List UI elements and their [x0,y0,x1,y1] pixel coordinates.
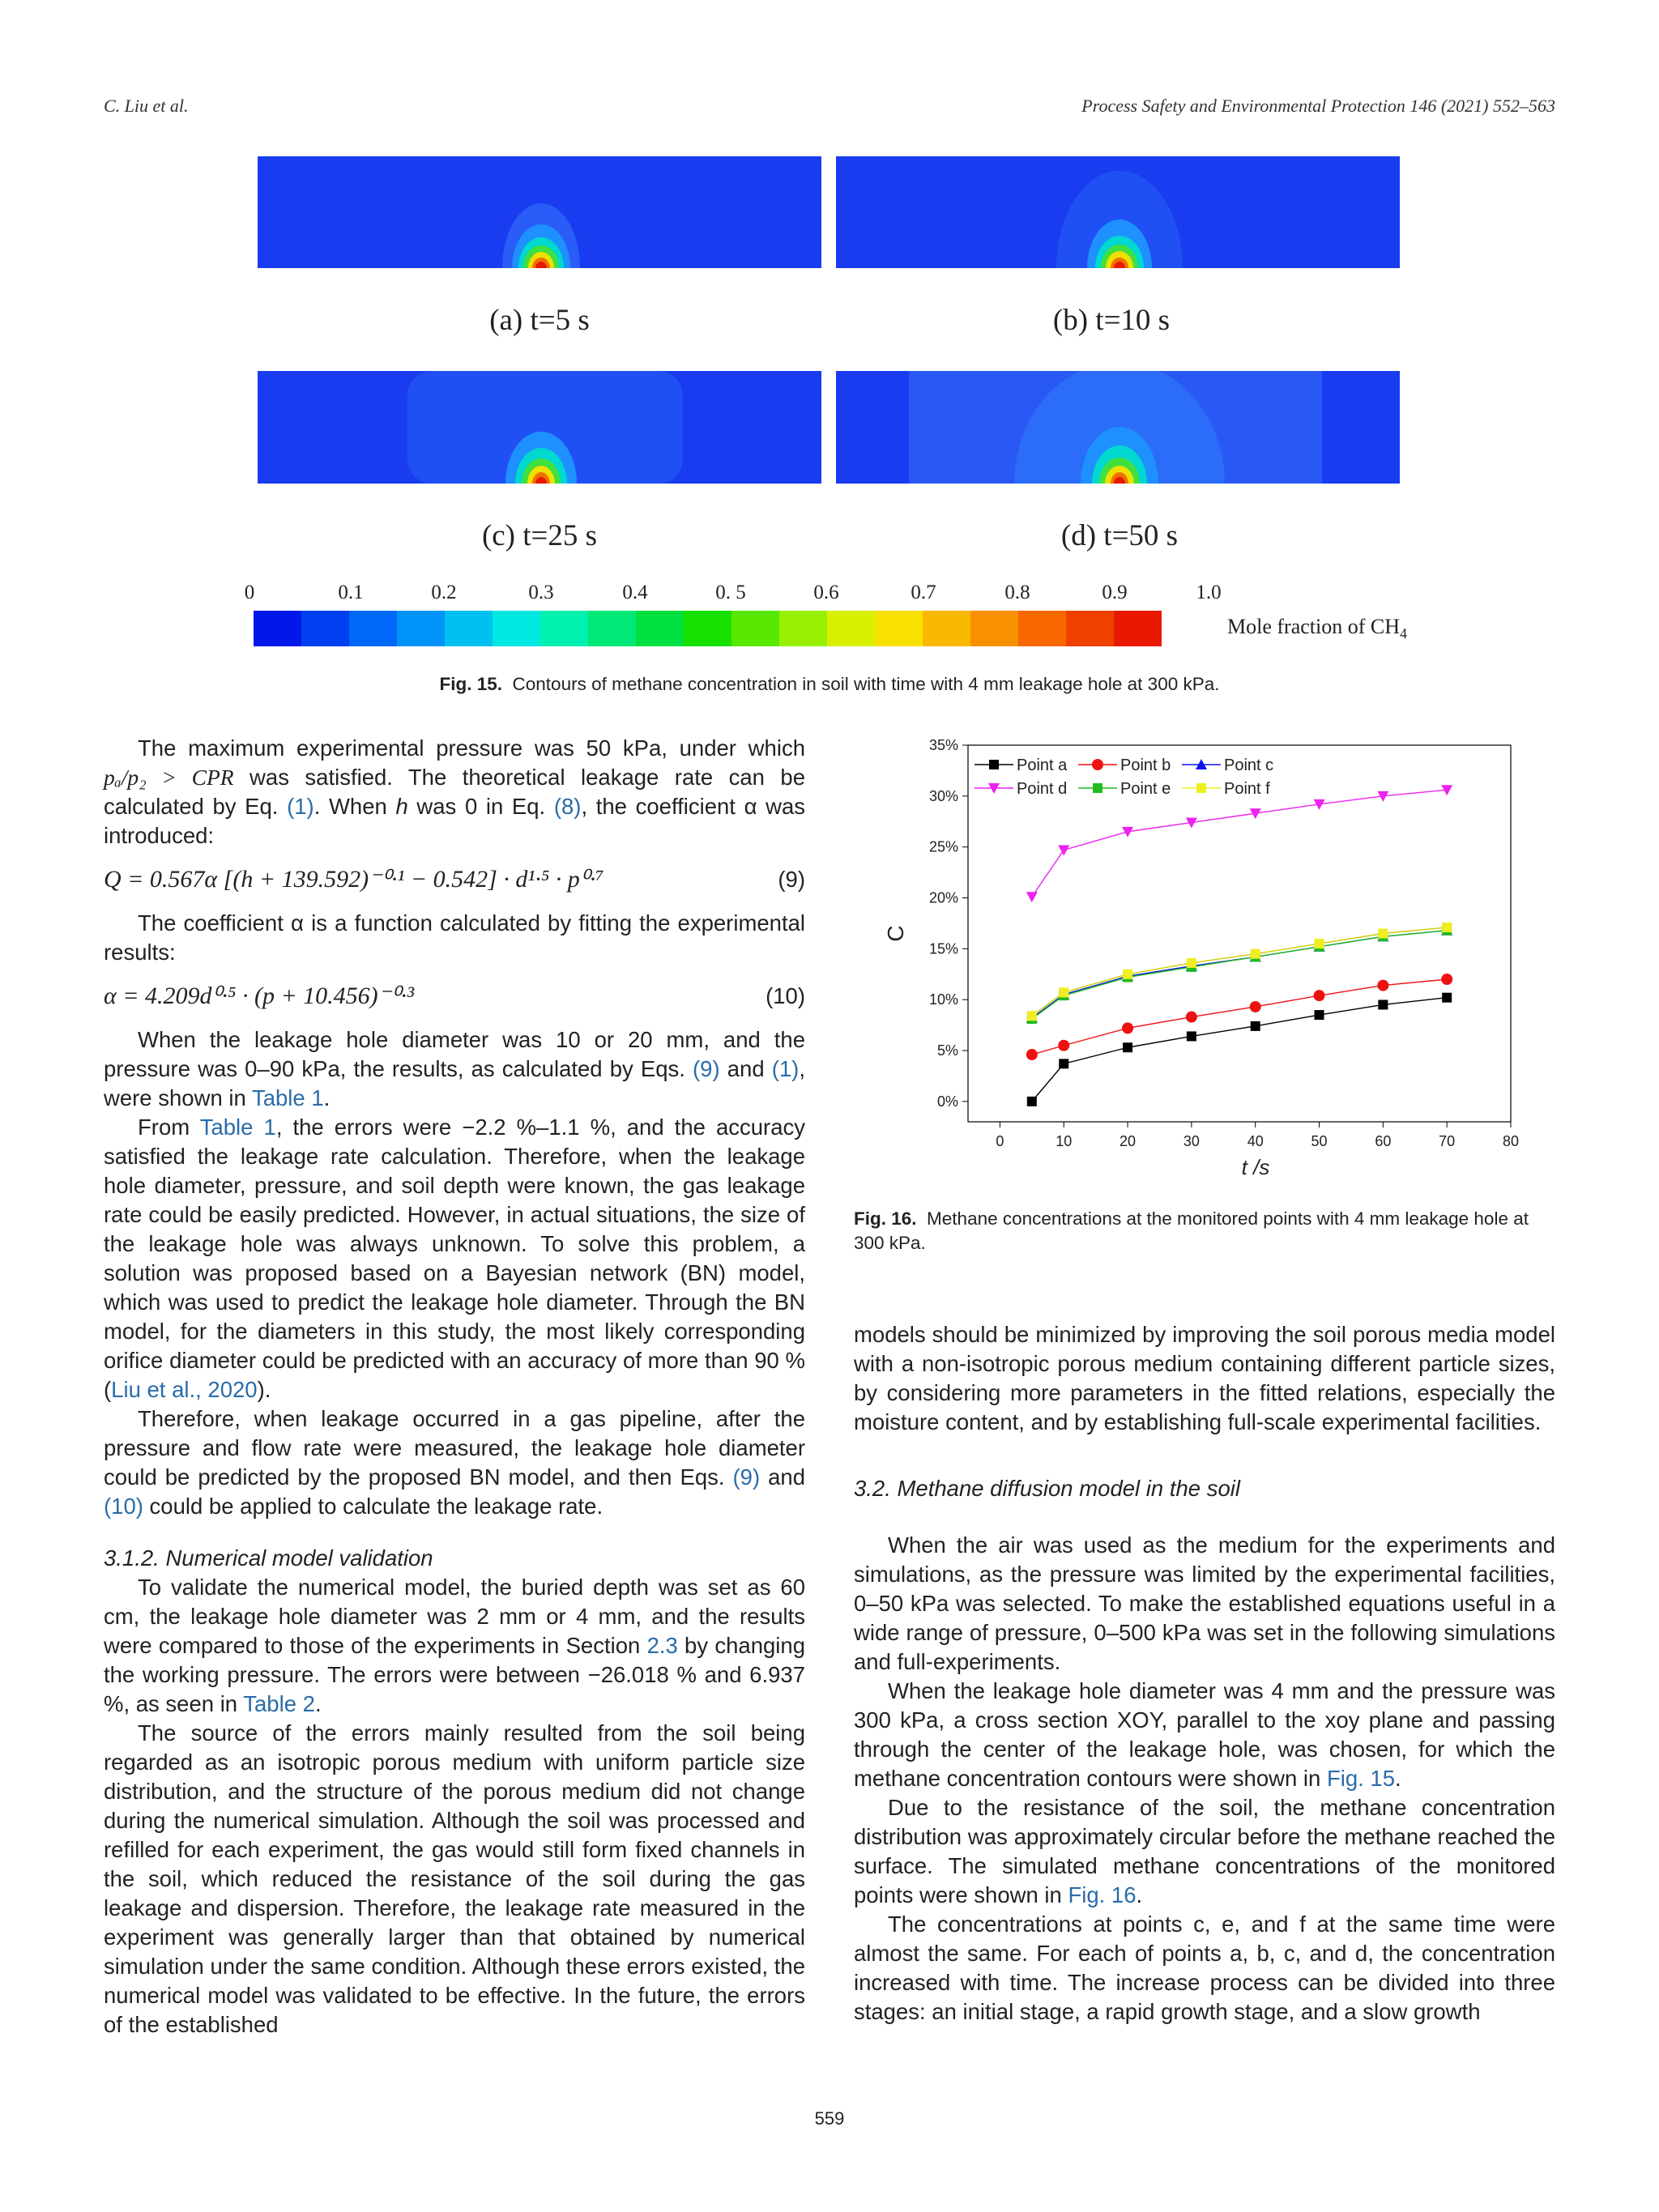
colorbar-swatch [731,611,779,646]
contour-plot-c [258,371,821,484]
x-tick-label: 20 [1120,1133,1137,1149]
y-tick-label: 25% [928,838,958,855]
paragraph [104,734,805,850]
colorbar-tick: 0.4 [622,582,648,603]
plot-frame [968,745,1511,1122]
paragraph [104,909,805,967]
legend-item [1078,757,1171,774]
text: ). [257,1377,271,1402]
paragraph [854,1793,1555,1910]
figure-16-label: Fig. 16. [854,1208,917,1229]
inline-math: h [395,794,408,819]
data-point [1122,1022,1133,1034]
x-tick-label: 30 [1183,1133,1200,1149]
table-link[interactable]: Table 1 [199,1115,276,1140]
colorbar-label [1227,615,1407,642]
panel-caption-a: (a) t=5 s [489,304,590,337]
paragraph [854,1677,1555,1793]
data-point [1027,1097,1037,1106]
colorbar-swatch [493,611,540,646]
data-point [1123,970,1132,979]
figure-link[interactable]: Fig. 16 [1068,1882,1137,1907]
section-link[interactable]: 2.3 [646,1633,678,1658]
contour-plot-b [836,156,1400,268]
colorbar-tick: 0.2 [431,582,457,603]
colorbar-tick: 0.9 [1102,582,1128,603]
data-point [1441,974,1452,985]
colorbar-ticks [243,582,1231,614]
equation-body: α = 4.209d⁰·⁵ · (p + 10.456)⁻⁰·³ [104,982,415,1009]
paragraph [104,1025,805,1113]
data-point [1027,1011,1037,1021]
legend-marker [989,760,999,769]
figure-16-caption-text: Methane concentrations at the monitored points with 4 mm leakage hole at 300 kPa. [854,1208,1529,1253]
equation-9 [104,865,805,894]
text: . [323,1085,331,1110]
legend-marker [1196,783,1206,793]
right-column [854,1320,1555,2027]
series-point-d [1026,785,1452,902]
colorbar-tick: 0.1 [338,582,364,603]
text: , the errors were −2.2 %–1.1 %, and the accuracy satisfied the leakage rate calculation. Therefore, when the leakage hole diameter, pressure, and soil depth were known, the gas leakage rate could be easily predicted. However, in actual situations, the size of the leakage hole was always unknown. To solve this problem, a solution was proposed based on a Bayesian network (BN) model, which was used to predict the leakage hole diameter. Through the BN model, for the diameters in this study, the most likely corresponding orifice diameter could be predicted with an accuracy of more than 90 % ( [104,1115,806,1402]
figure-15-label: Fig. 15. [439,674,503,694]
equation-link[interactable]: (9) [693,1056,720,1081]
x-tick-label: 50 [1311,1133,1328,1149]
y-tick-label: 35% [928,737,958,753]
figure-16-chart [883,733,1521,1187]
data-point [1187,1031,1196,1041]
equation-link[interactable]: (9) [732,1464,761,1490]
paragraph: The concentrations at points c, e, and f at the same time were almost the same. For each of points a, b, c, and d, the concentration increased with time. The increase process can be divided into three stages: an initial stage, a rapid growth stage, and a slow growth [854,1912,1555,2024]
paragraph: models should be minimized by improving the soil porous media model with a non-isotropic porous medium containing different particle sizes, by considering more parameters in the fitted relations, especially the moisture content, and by establishing full-scale experimental facilities. [854,1322,1555,1434]
contour-panel-a [258,156,821,268]
colorbar-swatch [923,611,970,646]
paragraph [104,1113,805,1404]
text: , the coefficient α was introduced: [104,794,806,848]
table-link[interactable]: Table 2 [243,1691,315,1716]
y-tick-label: 0% [936,1093,958,1110]
data-point [1123,1042,1132,1052]
x-axis-label: t /s [1241,1155,1270,1179]
text: . [314,1691,322,1716]
contour-panel-c [258,371,821,484]
colorbar-swatch [1114,611,1162,646]
data-point [1058,1040,1069,1051]
text: and [760,1464,805,1490]
equation-number: (10) [766,983,805,1008]
text: , were shown in [104,1056,805,1110]
text: From [138,1115,200,1140]
series-line [1032,998,1447,1102]
text: could be applied to calculate the leakage rate. [143,1494,603,1519]
y-tick-label: 20% [928,889,958,906]
equation-link[interactable]: (10) [104,1494,143,1519]
contour-plot-d [836,371,1400,484]
data-point [1314,990,1325,1001]
text: by changing the working pressure. The errors were between −26.018 % and 6.937 %, as seen in [104,1633,805,1716]
legend-marker [1093,783,1102,793]
section-heading: 3.1.2. Numerical model validation [104,1545,433,1571]
data-point [1187,958,1196,968]
equation-link[interactable]: (1) [287,794,314,819]
series-point-c [1026,925,1452,1023]
paragraph [104,1404,805,1521]
colorbar-swatch [397,611,445,646]
text: . [1395,1766,1401,1791]
legend-label: Point c [1224,757,1274,774]
text: Due to the resistance of the soil, the methane concentration distribution was approximately circular before the methane reached the surface. The simulated methane concentrations of the monitored points were shown in [854,1795,1555,1907]
panel-caption-d: (d) t=50 s [1060,519,1179,552]
colorbar-swatch [588,611,636,646]
page-number: 559 [814,2108,845,2129]
data-point [1378,929,1388,939]
inline-math: pₐ/p₂ > CPR [104,765,234,790]
x-tick-label: 80 [1502,1133,1520,1149]
paragraph: When the air was used as the medium for the experiments and simulations, as the pressure was limited by the experimental facilities, 0–50 kPa was selected. To make the established equations useful in a wide range of pressure, 0–500 kPa was set in the following simulations and full-experiments. [854,1532,1555,1674]
equation-number: (9) [778,867,805,892]
colorbar-swatch [827,611,875,646]
data-point [1059,1059,1068,1068]
text: The maximum experimental pressure was 50 kPa, under which [138,735,805,761]
y-tick-label: 10% [928,991,958,1008]
legend-item [975,780,1067,798]
chart-legend [975,757,1273,798]
left-column [104,734,805,2039]
colorbar-tick: 0. 5 [715,582,746,603]
data-point [1026,892,1038,902]
chart-series [1026,785,1452,1106]
data-point [1026,1049,1038,1060]
colorbar-label-sub: 4 [1400,625,1408,642]
colorbar-tick: 0.3 [528,582,554,603]
data-point [1442,923,1452,932]
text: The coefficient α is a function calculated by fitting the experimental results: [104,910,805,965]
colorbar-swatch [445,611,493,646]
equation-body: Q = 0.567α [(h + 139.592)⁻⁰·¹ − 0.542] · d¹·⁵ · p⁰·⁷ [104,866,604,893]
colorbar-tick: 0.8 [1004,582,1030,603]
citation-link[interactable]: Liu et al., 2020 [111,1377,258,1402]
colorbar [254,611,1162,646]
section-heading: 3.2. Methane diffusion model in the soil [854,1476,1240,1501]
series-line [1032,790,1447,897]
text: was 0 in Eq. [407,794,554,819]
legend-label: Point a [1017,757,1068,774]
text: was satisfied. The theoretical leakage rate can be calculated by Eq. [104,765,805,819]
panel-caption-b: (b) t=10 s [1052,304,1171,337]
colorbar-swatch [1018,611,1066,646]
chart-axes [883,737,1519,1179]
legend-label: Point f [1224,780,1270,798]
running-header-authors: C. Liu et al. [104,96,189,116]
colorbar-swatch [254,611,301,646]
colorbar-swatch [684,611,731,646]
legend-label: Point e [1120,780,1171,798]
x-tick-label: 0 [996,1133,1004,1149]
contour-plot-a [258,156,821,268]
equation-link[interactable]: (1) [771,1056,800,1081]
data-point [1251,949,1260,959]
x-tick-label: 60 [1375,1133,1392,1149]
figure-16-caption [854,1207,1555,1255]
colorbar-tick: 0.6 [813,582,839,603]
y-tick-label: 30% [928,787,958,804]
colorbar-swatch [540,611,588,646]
x-tick-label: 70 [1439,1133,1456,1149]
colorbar-swatch [970,611,1018,646]
colorbar-tick: 0 [244,582,255,603]
colorbar-swatch [301,611,349,646]
text: . [1136,1882,1143,1907]
legend-item [1078,780,1171,798]
contour-panel-d [836,371,1400,484]
colorbar-tick: 0.7 [911,582,936,603]
data-point [1315,939,1324,948]
colorbar-swatch [1066,611,1114,646]
colorbar-swatch [875,611,923,646]
panel-caption-c: (c) t=25 s [481,519,598,552]
data-point [1122,827,1133,837]
data-point [1250,1001,1261,1012]
running-header-journal: Process Safety and Environmental Protection 146 (2021) 552–563 [1081,96,1555,116]
colorbar-swatch [349,611,397,646]
legend-label: Point d [1017,780,1068,798]
table-link[interactable]: Table 1 [251,1085,324,1110]
text: When the leakage hole diameter was 10 or 20 mm, and the pressure was 0–90 kPa, the results, as calculated by Eqs. [104,1027,805,1081]
contour-panel-b [836,156,1400,268]
data-point [1442,993,1452,1003]
colorbar-swatch [636,611,684,646]
paragraph: The source of the errors mainly resulted from the soil being regarded as an isotropic porous medium with uniform particle size distribution, and the structure of the porous medium did not change during the numerical simulation. Although the soil was processed and refilled for each experiment, the gas would still form fixed channels in the soil, which reduced the resistance of the soil during the gas leakage and dispersion. Therefore, the leakage rate measured in the experiment was generally larger than that obtained by numerical simulation under the same condition. Although these errors existed, the numerical model was validated to be effective. In the future, the errors of the established [104,1720,805,2037]
data-point [1186,1012,1197,1023]
data-point [1377,980,1388,991]
legend-label: Point b [1120,757,1171,774]
text: When the leakage hole diameter was 4 mm and the pressure was 300 kPa, a cross section XOY, parallel to the xoy plane and passing through the center of the leakage hole, was chosen, for which the methane concentration contours were shown in [854,1678,1555,1791]
equation-link[interactable]: (8) [553,794,582,819]
text: Therefore, when leakage occurred in a gas pipeline, after the pressure and flow rate were measured, the leakage hole diameter could be predicted by the proposed BN model, and then Eqs. [104,1406,805,1490]
figure-15-caption-text: Contours of methane concentration in soil with time with 4 mm leakage hole at 300 kPa. [512,674,1220,694]
y-tick-label: 5% [936,1042,958,1059]
colorbar-label-text: Mole fraction of CH [1227,615,1401,638]
data-point [1058,845,1069,855]
equation-10 [104,982,805,1011]
x-tick-label: 10 [1056,1133,1073,1149]
figure-link[interactable]: Fig. 15 [1326,1766,1396,1791]
series-point-f [1027,923,1452,1021]
figure-15-caption [0,672,1659,697]
y-tick-label: 15% [928,940,958,957]
y-axis-label: C [883,925,908,942]
data-point [1251,1021,1260,1031]
legend-marker [1092,759,1103,770]
colorbar-swatch [779,611,827,646]
legend-item [1182,780,1270,798]
text: . When [313,794,396,819]
paragraph [104,1573,805,1719]
data-point [1059,987,1068,997]
text: and [719,1056,772,1081]
data-point [1378,999,1388,1009]
x-tick-label: 40 [1247,1133,1264,1149]
colorbar-tick: 1.0 [1196,582,1222,603]
data-point [1315,1010,1324,1020]
text: To validate the numerical model, the buried depth was set as 60 cm, the leakage hole diameter was 2 mm or 4 mm, and the results were compared to those of the experiments in Section [104,1575,805,1658]
legend-item [1182,757,1273,774]
legend-item [975,757,1068,774]
